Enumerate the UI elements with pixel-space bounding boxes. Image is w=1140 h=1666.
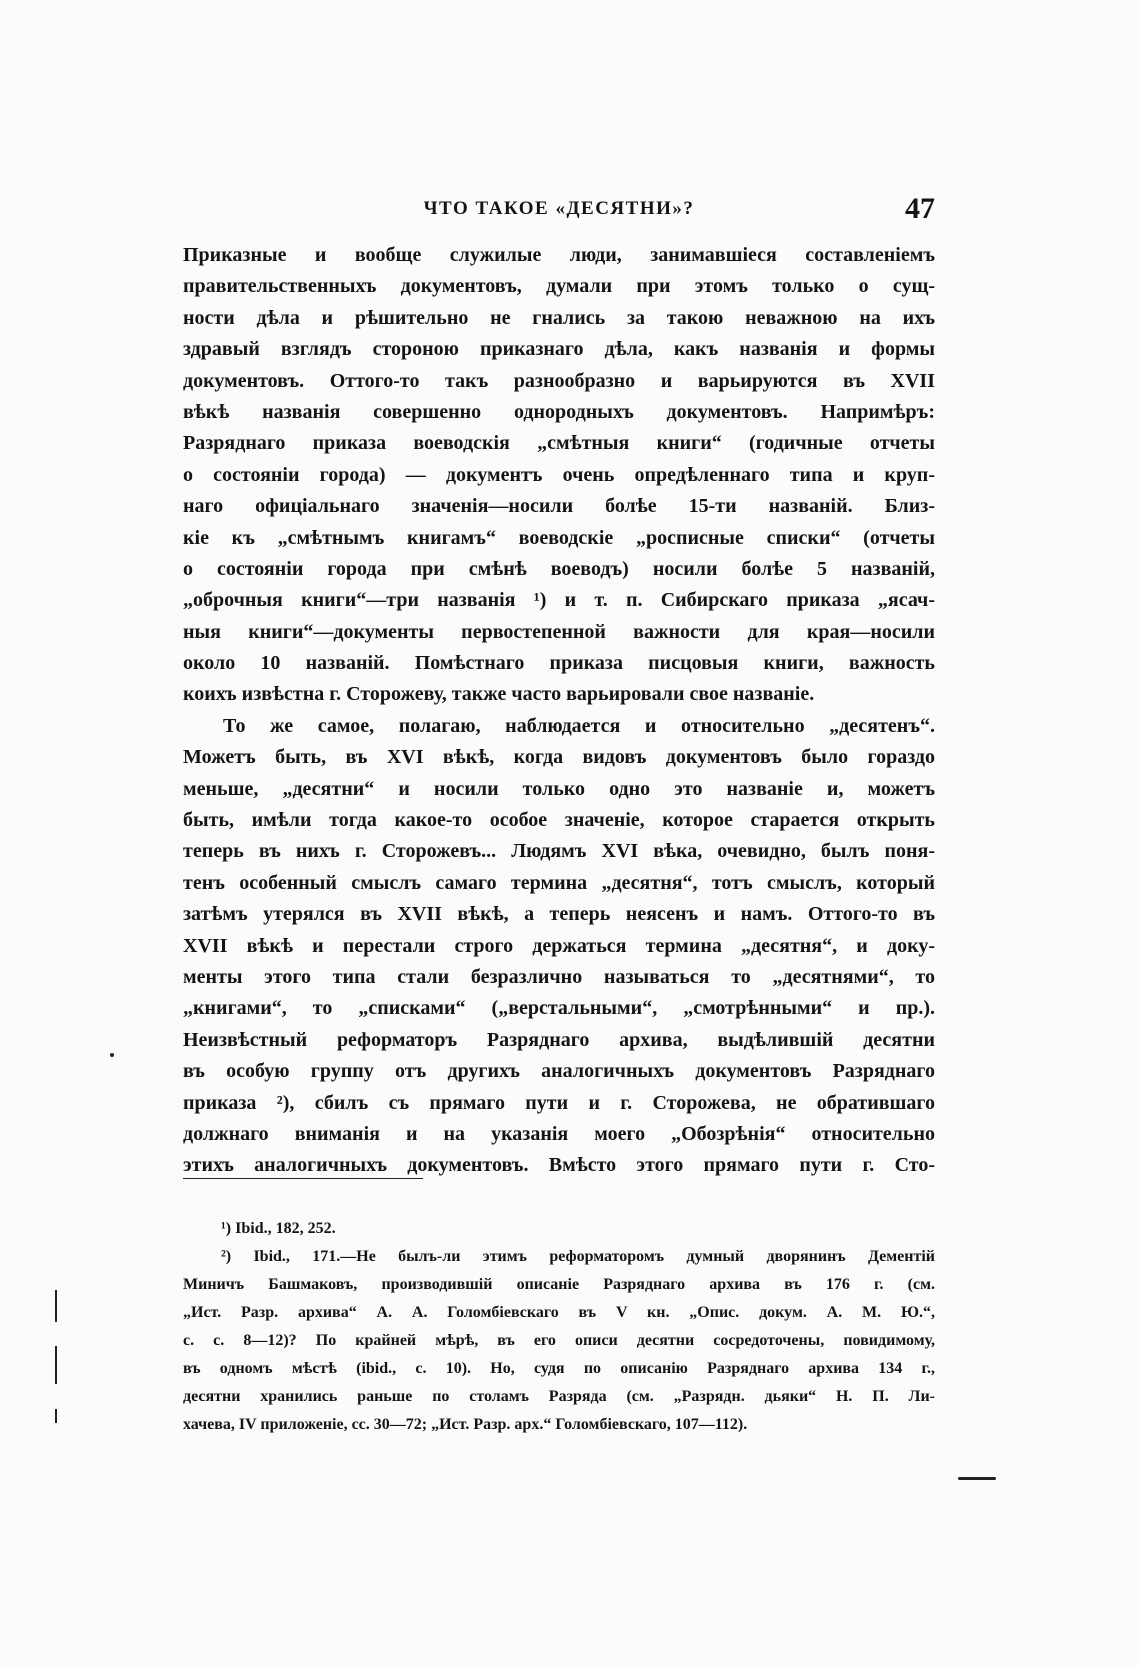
- text-line: въ особую группу отъ другихъ аналогичныхъ документовъ Разряднаго: [183, 1060, 935, 1083]
- footnote-line: ²) Ibid., 171.—Не былъ-ли этимъ реформаторомъ думный дворянинъ Дементій: [221, 1248, 935, 1265]
- text-line: о состояніи города) — документъ очень опредѣленнаго типа и круп-: [183, 463, 935, 486]
- footnote-line: Миничъ Башмаковъ, производившій описаніе Разряднаго архива въ 176 г. (см.: [183, 1276, 935, 1293]
- scan-tick: [55, 1290, 57, 1322]
- text-line: приказа ²), сбилъ съ прямаго пути и г. Сторожева, не обратившаго: [183, 1091, 935, 1114]
- text-line: должнаго вниманія и на указанія моего „Обозрѣнія“ относительно: [183, 1122, 935, 1145]
- text-line: Можетъ быть, въ XVI вѣкѣ, когда видовъ документовъ было гораздо: [183, 746, 935, 769]
- footnote-separator: [183, 1178, 423, 1179]
- page-title: ЧТО ТАКОЕ «ДЕСЯТНИ»?: [423, 198, 695, 219]
- text-line: ности дѣла и рѣшительно не гнались за такою неважною на ихъ: [183, 306, 935, 329]
- footnotes: [183, 1215, 935, 1439]
- text-line: „оброчныя книги“—три названія ¹) и т. п. Сибирскаго приказа „ясач-: [183, 589, 935, 612]
- text-line: быть, имѣли тогда какое-то особое значеніе, которое старается открыть: [183, 809, 935, 832]
- footnote-line: с. с. 8—12)? По крайней мѣрѣ, въ его описи десятни сосредоточены, повидимому,: [183, 1332, 935, 1349]
- scan-tick: [55, 1346, 57, 1384]
- scan-dash: [958, 1477, 996, 1480]
- text-line: меньше, „десятни“ и носили только одно это названіе и, можетъ: [183, 777, 935, 800]
- text-line: о состояніи города при смѣнѣ воеводъ) носили болѣе 5 названій,: [183, 557, 935, 580]
- footnote-line: ¹) Ibid., 182, 252.: [221, 1220, 336, 1237]
- text-line: наго офиціальнаго значенія—носили болѣе 15-ти названій. Близ-: [183, 495, 935, 518]
- footnote-line: десятни хранились раньше по столамъ Разряда (см. „Разрядн. дьяки“ Н. П. Ли-: [183, 1388, 935, 1405]
- text-line: здравый взглядъ стороною приказнаго дѣла, какъ названія и формы: [183, 338, 935, 361]
- text-line: XVII вѣкѣ и перестали строго держаться термина „десятня“, и доку-: [183, 934, 935, 957]
- page-number: 47: [905, 192, 935, 225]
- text-line: теперь въ нихъ г. Сторожевъ... Людямъ XVI вѣка, очевидно, былъ поня-: [183, 840, 935, 863]
- text-line: тенъ особенный смыслъ самаго термина „десятня“, тотъ смыслъ, который: [183, 871, 935, 894]
- text-line: около 10 названій. Помѣстнаго приказа писцовыя книги, важность: [183, 652, 935, 675]
- footnote-line: „Ист. Разр. архива“ А. А. Голомбіевскаго въ V кн. „Опис. докум. А. М. Ю.“,: [183, 1304, 935, 1321]
- text-line: То же самое, полагаю, наблюдается и относительно „десятенъ“.: [223, 714, 935, 737]
- main-text: [183, 240, 935, 1182]
- text-line: документовъ. Оттого-то такъ разнообразно и варьируются въ XVII: [183, 369, 935, 392]
- scan-dot: [110, 1053, 114, 1057]
- text-line: правительственныхъ документовъ, думали при этомъ только о сущ-: [183, 275, 935, 298]
- text-line: менты этого типа стали безразлично называться то „десятнями“, то: [183, 965, 935, 988]
- footnote-line: хачева, IV приложеніе, сс. 30—72; „Ист. Разр. арх.“ Голомбіевскаго, 107—112).: [183, 1416, 748, 1433]
- text-line: „книгами“, то „списками“ („верстальными“, „смотрѣнными“ и пр.).: [183, 997, 935, 1020]
- text-line: ныя книги“—документы первостепенной важности для края—носили: [183, 620, 935, 643]
- running-head: [183, 194, 935, 228]
- text-line: кіе къ „смѣтнымъ книгамъ“ воеводскіе „росписные списки“ (отчеты: [183, 526, 935, 549]
- text-line: вѣкѣ названія совершенно однородныхъ документовъ. Напримѣръ:: [183, 400, 935, 423]
- text-line: затѣмъ утерялся въ XVII вѣкѣ, а теперь неясенъ и намъ. Оттого-то въ: [183, 903, 935, 926]
- scan-tick: [55, 1409, 57, 1423]
- text-line: Разряднаго приказа воеводскія „смѣтныя книги“ (годичные отчеты: [183, 432, 935, 455]
- footnote-line: въ одномъ мѣстѣ (ibid., с. 10). Но, судя по описанію Разряднаго архива 134 г.,: [183, 1360, 935, 1377]
- text-line: Неизвѣстный реформаторъ Разряднаго архива, выдѣлившій десятни: [183, 1028, 935, 1051]
- text-line: Приказные и вообще служилые люди, занимавшіеся составленіемъ: [183, 244, 935, 266]
- text-line: этихъ аналогичныхъ документовъ. Вмѣсто этого прямаго пути г. Сто-: [183, 1154, 935, 1177]
- text-line: коихъ извѣстна г. Сторожеву, также часто варьировали свое названіе.: [183, 683, 815, 706]
